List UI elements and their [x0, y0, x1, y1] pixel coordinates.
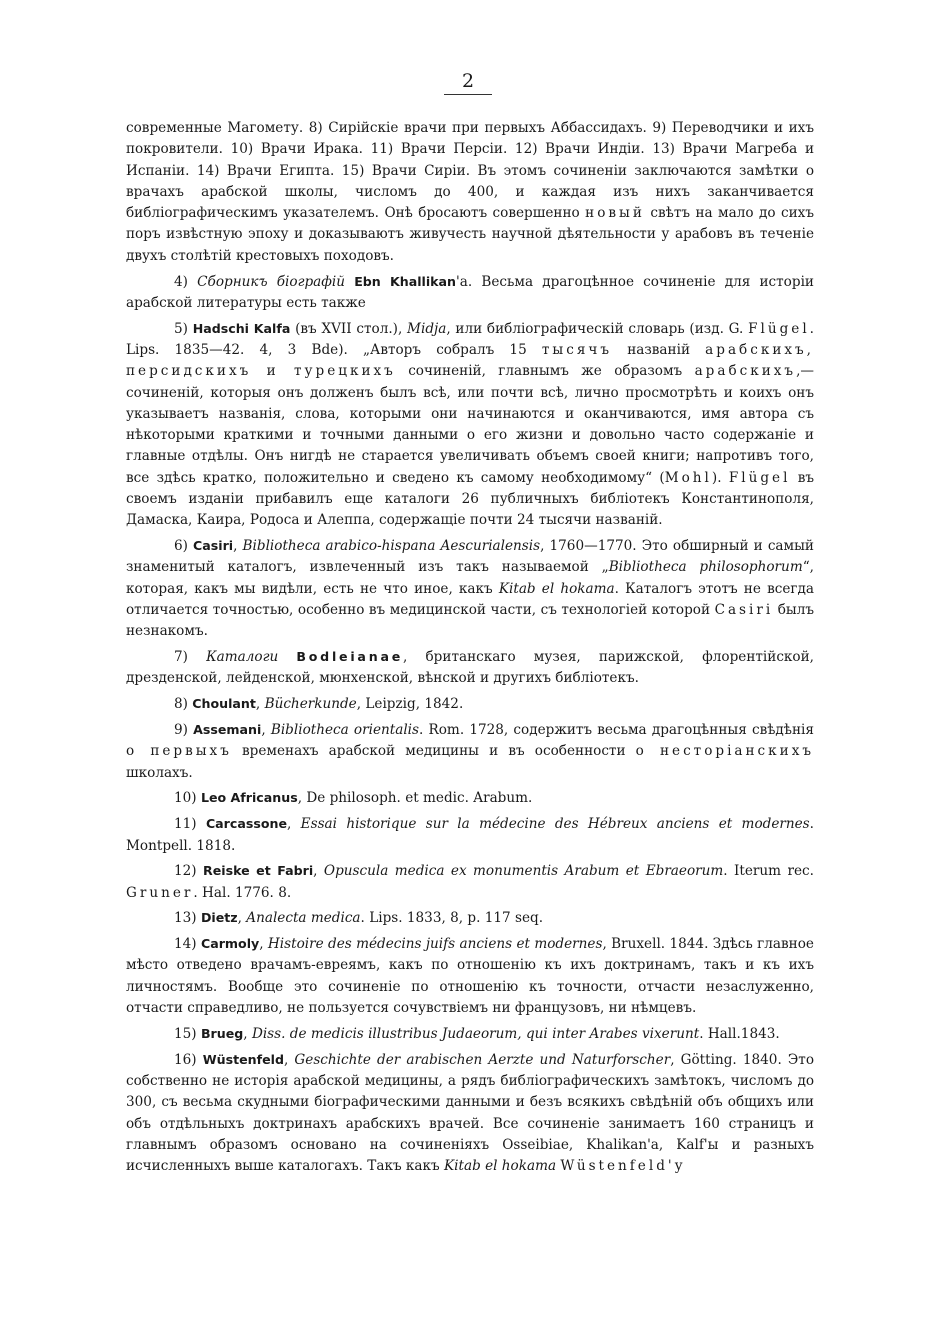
bibliography-entry-13	[126, 907, 814, 929]
text-run: 16)	[174, 1051, 203, 1068]
bibliography-entry-9	[126, 719, 814, 784]
text-run: , De philosoph. et medic. Arabum.	[297, 790, 533, 807]
bibliography-entry-6	[126, 535, 814, 642]
text-run: 15)	[174, 1025, 201, 1042]
text-run: . Hal. 1776. 8.	[193, 884, 292, 901]
bibliography-entry-14	[126, 933, 814, 1019]
text-run: Wüstenfeld'у	[560, 1158, 686, 1175]
text-run: ,	[287, 816, 301, 833]
text-run: . Montpell. 1818.	[126, 816, 814, 854]
text-run: Choulant	[192, 696, 256, 712]
text-run: ,	[233, 538, 243, 555]
text-run: Каталоги	[206, 649, 279, 666]
text-run: 13)	[174, 910, 201, 927]
text-run: Wüstenfeld	[202, 1051, 284, 1067]
text-run: 10)	[174, 790, 201, 807]
text-run: Dietz	[200, 910, 238, 926]
bibliography-entry-4	[126, 271, 814, 315]
text-run: Analecta medica	[246, 910, 361, 927]
text-run: Geschichte der arabischen Aerzte und Naturforscher	[294, 1051, 671, 1068]
text-run: , Götting. 1840. Это собственно не исторія арабской медицины, а рядъ библіографическихъ замѣтокъ, числомъ до 300, съ весьма скудными біографическими данными и безъ всякихъ свѣдѣній объ общихъ или объ отдѣльныхъ доктринахъ арабскихъ врачей. Все сочиненіе занимаетъ 160 страницъ и главнымъ образомъ основано на сочиненіяхъ Osseibiae, Khalikan'a, Kalf'ы и разныхъ исчисленныхъ выше каталогахъ. Такъ какъ	[126, 1051, 814, 1175]
text-run: ).	[711, 469, 729, 486]
text-run: . Iterum rec.	[723, 863, 814, 880]
bibliography-entry-16	[126, 1049, 814, 1178]
text-run: въ своемъ изданіи прибавилъ еще каталоги 26 публичныхъ библіотекъ Константинополя, Дамаска, Каира, Родоса и Алеппа, содержащіе почти 24 тысячи названій.	[126, 469, 815, 529]
text-run: сочиненій, главнымъ же образомъ	[395, 363, 695, 380]
text-run: Assemani	[193, 722, 262, 738]
bibliography-entry-5	[126, 318, 814, 532]
text-run: о первыхъ	[126, 743, 232, 760]
text-run: Brueg	[200, 1025, 244, 1041]
text-run: Gruner	[126, 884, 194, 901]
bibliography-entry-12	[126, 860, 814, 904]
bibliography-entry-10	[126, 787, 814, 809]
text-run: новый	[585, 205, 645, 222]
text-run: 14)	[174, 936, 201, 953]
bibliography-entry-7	[126, 646, 814, 690]
text-run: , или библіографическій словарь (изд. G.	[446, 320, 749, 337]
text-run: , Bruxell. 1844. Здѣсь главное мѣсто отведено врачамъ-евреямъ, какъ по отношенію къ ихъ доктринамъ, такъ и къ ихъ личностямъ. Вообще это сочиненіе по отношенію къ точности, отчасти незаслуженно, отчасти справедливо, не пользуется сочувствіемъ ни французовъ, ни нѣмцевъ.	[126, 936, 814, 1017]
text-run: , британскаго музея, парижской, флорентійской, дрезденской, лейденской, мюнхенской, вѣнской и другихъ библіотекъ.	[126, 649, 814, 687]
text-run: Leo Africanus	[200, 790, 298, 806]
text-run: 4)	[174, 273, 198, 290]
body-text	[126, 118, 814, 1181]
text-run: 6)	[174, 538, 194, 555]
text-run: ,—сочиненій, которыя онъ долженъ былъ всѣ, или почти всѣ, лично просмотрѣть и коихъ онъ указываетъ названія, слова, которыми они начинаются и оканчиваются, имя автора съ нѣкоторыми краткими и точными данными о его жизни и довольно часто содержаніе и главные отдѣлы. Онъ нигдѣ не старается увеличивать объемъ своей книги; напротивъ того, все здѣсь кратко, положительно и сведено къ самому необходимому“ (	[126, 363, 814, 486]
text-run: Casiri	[714, 602, 774, 619]
text-run: Ebn Khallikan	[354, 273, 457, 289]
text-run: свѣтъ на мало до сихъ поръ извѣстную эпоху и доказываютъ живучесть научной дѣятельности у арабовъ въ теченіе двухъ столѣтій крестовыхъ походовъ.	[126, 205, 814, 264]
text-run: Bibliotheca orientalis	[270, 722, 419, 739]
text-run: былъ незнакомъ.	[126, 602, 814, 640]
text-run: Сборникъ біографій	[197, 273, 346, 290]
text-run: “, которая, какъ мы видѣли, есть не что иное, какъ	[126, 559, 814, 597]
text-run: о несторіанскихъ	[635, 743, 815, 760]
text-run: 9)	[174, 722, 194, 739]
text-run: , Leipzig, 1842.	[356, 696, 464, 713]
text-run: Opuscula medica ex monumentis Arabum et Ebraeorum	[323, 863, 724, 880]
text-run: ,	[313, 863, 324, 880]
text-run: Flügel	[748, 320, 810, 337]
text-run: 8)	[174, 696, 193, 713]
text-run: Midja	[407, 320, 447, 337]
paragraph-continuation	[126, 118, 814, 267]
text-run: современные Магомету. 8) Сирійскіе врачи при первыхъ Аббассидахъ. 9) Переводчики и ихъ покровители. 10) Врачи Ирака. 11) Врачи Персіи. 12) Врачи Индіи. 13) Врачи Магреба и Испаніи. 14) Врачи Египта. 15) Врачи Сиріи. Въ этомъ сочиненіи заключаются замѣтки о врачахъ арабской школы, числомъ до 400, и каждая изъ нихъ заканчивается библіографическимъ указателемъ. Онѣ бросаютъ совершенно	[126, 120, 814, 222]
text-run	[345, 274, 354, 290]
text-run: тысячъ	[541, 341, 613, 358]
text-run: Histoire des médecins juifs anciens et modernes	[267, 936, 603, 953]
text-run: 12)	[174, 863, 204, 880]
bibliography-entry-11	[126, 813, 814, 857]
text-run: (въ XVII стол.),	[290, 320, 408, 337]
text-run: ,	[261, 722, 271, 739]
text-run: . Каталогъ этотъ не всегда отличается точностью, особенно въ медицинской части, съ технологіей которой	[126, 580, 814, 619]
text-run: Reiske et Fabri	[203, 863, 314, 879]
text-run: Casiri	[193, 538, 234, 554]
text-run: Kitab el hokama	[498, 580, 615, 597]
text-run: . Hall.1843.	[699, 1025, 780, 1042]
text-run	[278, 649, 296, 665]
text-run: ,	[237, 910, 247, 927]
text-run: Diss. de medicis illustribus Judaeorum, qui inter Arabes vixerunt	[251, 1025, 700, 1042]
text-run: Kitab el hokama	[444, 1158, 557, 1175]
text-run: . Lips. 1835—42. 4, 3 Bde). „Авторъ собралъ 15	[126, 320, 814, 358]
page-number: 2	[444, 70, 492, 95]
text-run: Bibliotheca arabico-hispana Aescurialensis	[242, 538, 541, 555]
text-run: 'а. Весьма драгоцѣнное сочиненіе для исторіи арабской литературы есть также	[126, 273, 814, 311]
text-run: ,	[255, 696, 265, 713]
text-run: ,	[243, 1025, 252, 1042]
text-run: арабскихъ, персидскихъ и турецкихъ	[126, 341, 814, 380]
text-run: Bücherkunde	[264, 696, 357, 713]
text-run: Hadschi Kalfa	[192, 320, 291, 336]
text-run: Carcassone	[205, 816, 288, 832]
text-run: 11)	[174, 816, 206, 833]
text-run: названій	[612, 341, 706, 358]
text-run: . Lips. 1833, 8, p. 117 seq.	[360, 910, 544, 927]
text-run: ,	[283, 1051, 295, 1068]
text-run: . Rom. 1728, содержитъ весьма драгоцѣнныя свѣдѣнія	[419, 722, 814, 739]
text-run: Essai historique sur la médecine des Hébreux anciens et modernes	[300, 816, 810, 833]
text-run: , 1760—1770. Это обширный и самый знаменитый каталогъ, извлеченный изъ такъ называемой „	[126, 538, 814, 576]
text-run: 7)	[174, 649, 207, 666]
bibliography-entry-15	[126, 1023, 814, 1045]
text-run: временахъ арабской медицины и въ особенности	[231, 743, 636, 760]
text-run: Mohl	[664, 469, 712, 486]
text-run: ,	[259, 936, 268, 953]
text-run: арабскихъ	[694, 363, 797, 380]
text-run: Flügel	[728, 469, 791, 486]
text-run: Bodleianae	[296, 649, 404, 665]
text-run: Carmoly	[200, 936, 260, 952]
text-run: Bibliotheca philosophorum	[608, 559, 803, 576]
bibliography-entry-8	[126, 693, 814, 715]
text-run: школахъ.	[126, 764, 193, 781]
text-run: 5)	[174, 320, 193, 337]
